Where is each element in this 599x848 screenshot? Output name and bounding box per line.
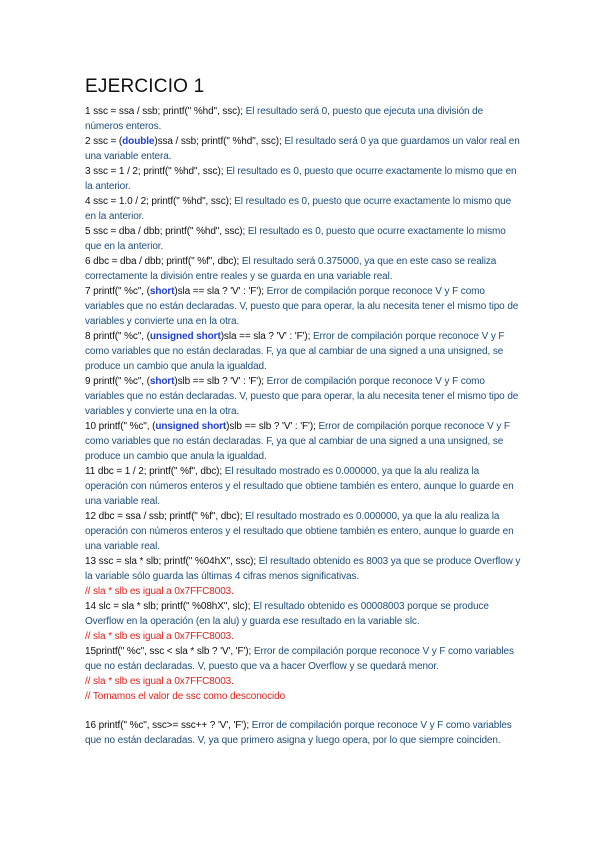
comment-note: // sla * slb es igual a 0x7FFC8003. [85, 676, 234, 687]
explanation-text: Error de compilación porque reconoce V y F como variables que no están declaradas. F, ya que al cambiar de una signed a una unsigned, se produce un cambio que anula la igualdad. [85, 331, 505, 372]
explanation-text: El resultado es 0, puesto que ocurre exactamente lo mismo que en la anterior. [85, 196, 512, 222]
code-text: )ssa / ssb; printf(" %hd", ssc); [154, 136, 285, 147]
exercise-item [85, 164, 521, 194]
explanation-text: El resultado será 0.375000, ya que en este caso se realiza correctamente la división entre reales y se guarda en una variable real. [85, 256, 497, 282]
code-text: 14 slc = sla * slb; printf(" %08hX", slc); [85, 601, 254, 612]
explanation-text: El resultado es 0, puesto que ocurre exactamente lo mismo que en la anterior. [85, 226, 506, 252]
code-text: 15printf(" %c", ssc < sla * slb ? 'V', 'F'); [85, 646, 254, 657]
code-text: 3 ssc = 1 / 2; printf(" %hd", ssc); [85, 166, 227, 177]
explanation-text: El resultado mostrado es 0.000000, ya que la alu realiza la operación con números enteros y el resultado que obtiene también es entero, aunque lo guarde en una variable real. [85, 466, 514, 507]
exercise-item [85, 329, 521, 374]
cast-keyword: double [122, 136, 155, 147]
page-title: EJERCICIO 1 [85, 76, 205, 97]
comment-note: // Tomamos el valor de ssc como desconocido [85, 691, 286, 702]
exercise-item [85, 134, 521, 164]
explanation-text: Error de compilación porque reconoce V y F como variables que no están declaradas. V, puesto que va a hacer Overflow y se quedará menor. [85, 646, 514, 672]
code-text: 11 dbc = 1 / 2; printf(" %f", dbc); [85, 466, 225, 477]
exercise-item [85, 509, 521, 554]
exercise-list [85, 104, 521, 748]
explanation-text: Error de compilación porque reconoce V y F como variables que no están declaradas. V, puesto que para operar, la alu necesita tener el mismo tipo de variables y convierte una en la otra. [85, 286, 519, 327]
exercise-item [85, 224, 521, 254]
exercise-item [85, 284, 521, 329]
exercise-item [85, 554, 521, 584]
cast-keyword: unsigned short [155, 421, 227, 432]
explanation-text: El resultado será 0 ya que guardamos un valor real en una variable entera. [85, 136, 520, 162]
code-text: 2 ssc = ( [85, 136, 123, 147]
code-text: )sla == sla ? 'V' : 'F'); [220, 331, 313, 342]
code-text: 5 ssc = dba / dbb; printf(" %hd", ssc); [85, 226, 248, 237]
cast-keyword: short [149, 286, 175, 297]
exercise-item [85, 644, 521, 674]
comment-note: // sla * slb es igual a 0x7FFC8003. [85, 631, 234, 642]
exercise-item [85, 718, 521, 748]
explanation-text: Error de compilación porque reconoce V y F como variables que no están declaradas. V, ya que primero asigna y luego opera, por lo que siempre coinciden. [85, 720, 512, 746]
exercise-item [85, 464, 521, 509]
exercise-item [85, 104, 521, 134]
explanation-text: Error de compilación porque reconoce V y F como variables que no están declaradas. V, puesto que para operar, la alu necesita tener el mismo tipo de variables y convierte una en la otra. [85, 376, 519, 417]
explanation-text: El resultado obtenido es 8003 ya que se produce Overflow y la variable sólo guarda las últimas 4 cifras menos significativas. [85, 556, 521, 582]
code-text: 7 printf(" %c", ( [85, 286, 150, 297]
code-text: 12 dbc = ssa / ssb; printf(" %f", dbc); [85, 511, 246, 522]
code-text: 9 printf(" %c", ( [85, 376, 150, 387]
code-text: 10 printf(" %c", ( [85, 421, 156, 432]
explanation-text: Error de compilación porque reconoce V y F como variables que no están declaradas. F, ya que al cambiar de una signed a una unsigned, se produce un cambio que anula la igualdad. [85, 421, 510, 462]
explanation-text: El resultado mostrado es 0.000000, ya que la alu realiza la operación con números enteros y el resultado que obtiene también es entero, aunque lo guarde en una variable real. [85, 511, 514, 552]
exercise-item [85, 194, 521, 224]
code-text: 4 ssc = 1.0 / 2; printf(" %hd", ssc); [85, 196, 235, 207]
code-text: 1 ssc = ssa / ssb; printf(" %hd", ssc); [85, 106, 246, 117]
code-text: )slb == slb ? 'V' : 'F'); [174, 376, 267, 387]
exercise-item [85, 374, 521, 419]
exercise-item [85, 419, 521, 464]
cast-keyword: short [149, 376, 175, 387]
explanation-text: El resultado será 0, puesto que ejecuta una división de números enteros. [85, 106, 484, 132]
exercise-item [85, 254, 521, 284]
comment-note: // sla * slb es igual a 0x7FFC8003. [85, 586, 234, 597]
explanation-text: El resultado es 0, puesto que ocurre exactamente lo mismo que en la anterior. [85, 166, 517, 192]
exercise-item [85, 599, 521, 629]
code-text: )sla == sla ? 'V' : 'F'); [174, 286, 267, 297]
cast-keyword: unsigned short [149, 331, 221, 342]
code-text: 6 dbc = dba / dbb; printf(" %f", dbc); [85, 256, 242, 267]
code-text: 16 printf(" %c", ssc>= ssc++ ? 'V', 'F'); [85, 720, 252, 731]
code-text: 13 ssc = sla * slb; printf(" %04hX", ssc); [85, 556, 259, 567]
spacer [85, 704, 521, 718]
code-text: 8 printf(" %c", ( [85, 331, 150, 342]
explanation-text: El resultado obtenido es 00008003 porque se produce Overflow en la operación (en la alu) y guarda ese resultado en la variable slc. [85, 601, 489, 627]
code-text: )slb == slb ? 'V' : 'F'); [226, 421, 319, 432]
